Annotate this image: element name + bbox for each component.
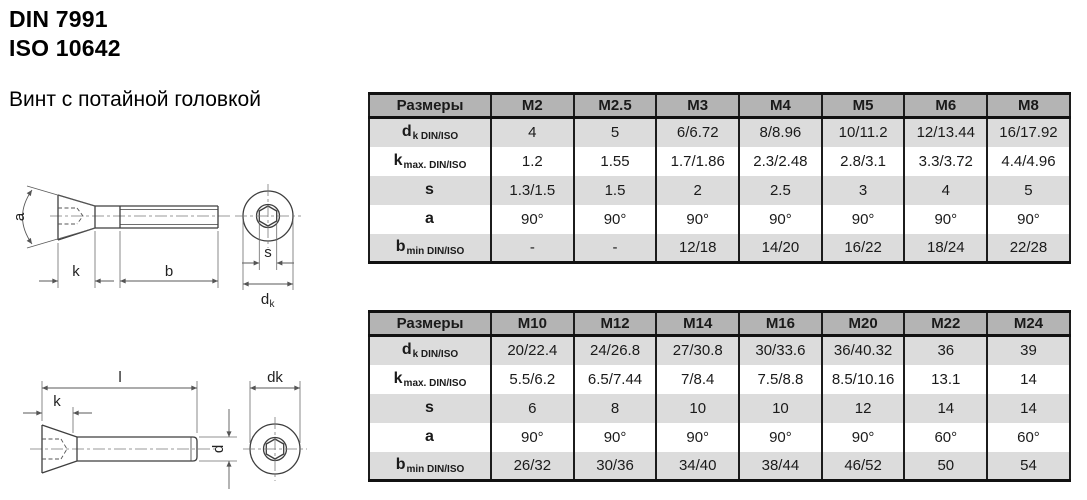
table-cell: 8/8.96 <box>739 118 822 147</box>
table-cell: 36/40.32 <box>822 336 905 365</box>
table-cell: 46/52 <box>822 452 905 481</box>
table-cell: 90° <box>491 423 574 452</box>
column-header: M3 <box>656 94 739 118</box>
standard-din: DIN 7991 <box>9 6 108 32</box>
table-cell: 2.3/2.48 <box>739 147 822 176</box>
dimensions-table-m2-m8 <box>368 92 1071 264</box>
dim-label-k: k <box>72 263 80 280</box>
table-cell: 1.3/1.5 <box>491 176 574 205</box>
table-row-a <box>369 423 1070 452</box>
table-cell: 10/11.2 <box>822 118 905 147</box>
table-row-bmin <box>369 452 1070 481</box>
table-row-kmax <box>369 147 1070 176</box>
table-cell: 6.5/7.44 <box>574 365 657 394</box>
table-row-a <box>369 205 1070 234</box>
angle-leg-top <box>27 186 95 206</box>
table-cell: 1.2 <box>491 147 574 176</box>
row-label: s <box>369 394 491 423</box>
table-cell: 39 <box>987 336 1070 365</box>
table-cell: 20/22.4 <box>491 336 574 365</box>
drawing-screw-length-view <box>5 343 350 500</box>
table-cell: 16/17.92 <box>987 118 1070 147</box>
table-cell: 5.5/6.2 <box>491 365 574 394</box>
dimensions-table-m10-m24 <box>368 310 1071 482</box>
table-cell: 4 <box>904 176 987 205</box>
dim-label-dk-main: d <box>260 291 270 308</box>
column-header: M10 <box>491 312 574 336</box>
table-cell: 38/44 <box>739 452 822 481</box>
table-cell: 27/30.8 <box>656 336 739 365</box>
table-cell: 7.5/8.8 <box>739 365 822 394</box>
row-label: a <box>369 423 491 452</box>
row-label: a <box>369 205 491 234</box>
table-cell: 13.1 <box>904 365 987 394</box>
table-cell: 6/6.72 <box>656 118 739 147</box>
product-name: Винт с потайной головкой <box>9 88 261 111</box>
dim-label-dk: dk <box>267 369 283 386</box>
row-label: $d_{k DIN/ISO}$ <box>369 118 491 147</box>
table-cell: 8 <box>574 394 657 423</box>
table-cell: 14 <box>904 394 987 423</box>
table-cell: 34/40 <box>656 452 739 481</box>
table-cell: 50 <box>904 452 987 481</box>
table-cell: 54 <box>987 452 1070 481</box>
table-cell: 12/13.44 <box>904 118 987 147</box>
dim-label-l: l <box>118 369 122 386</box>
table-cell: 10 <box>739 394 822 423</box>
column-header-sizes: Размеры <box>369 312 491 336</box>
standards-block <box>9 5 121 63</box>
table-row-kmax <box>369 365 1070 394</box>
table-cell: 3 <box>822 176 905 205</box>
table-cell: 90° <box>739 423 822 452</box>
table-cell: 90° <box>574 205 657 234</box>
table-cell: 90° <box>574 423 657 452</box>
table-cell: 90° <box>987 205 1070 234</box>
dim-label-dk-sub: k <box>269 299 275 310</box>
column-header: M4 <box>739 94 822 118</box>
table-cell: 10 <box>656 394 739 423</box>
column-header: M6 <box>904 94 987 118</box>
row-label: $d_{k DIN/ISO}$ <box>369 336 491 365</box>
dim-label-s: s <box>264 244 272 261</box>
table-cell: 60° <box>987 423 1070 452</box>
table-cell: 30/33.6 <box>739 336 822 365</box>
table-cell: 90° <box>904 205 987 234</box>
table-cell: 5 <box>987 176 1070 205</box>
column-header: M2 <box>491 94 574 118</box>
table-cell: 2 <box>656 176 739 205</box>
dim-label-d: d <box>210 444 227 454</box>
column-header: M5 <box>822 94 905 118</box>
table-header-row <box>369 94 1070 118</box>
dim-label-angle-a: a <box>11 212 28 222</box>
table-cell: 22/28 <box>987 234 1070 263</box>
column-header: M14 <box>656 312 739 336</box>
table-cell: 14/20 <box>739 234 822 263</box>
table-cell: 16/22 <box>822 234 905 263</box>
row-label: $k_{max. DIN/ISO}$ <box>369 365 491 394</box>
table-cell: 24/26.8 <box>574 336 657 365</box>
table-cell: 4.4/4.96 <box>987 147 1070 176</box>
table-cell: 12/18 <box>656 234 739 263</box>
drawing-screw-side-view <box>5 148 340 310</box>
row-label: $b_{min DIN/ISO}$ <box>369 234 491 263</box>
row-label: s <box>369 176 491 205</box>
table-cell: 36 <box>904 336 987 365</box>
table-cell: 90° <box>739 205 822 234</box>
table-cell: 5 <box>574 118 657 147</box>
table-cell: 12 <box>822 394 905 423</box>
table-cell: 90° <box>656 205 739 234</box>
table-cell: - <box>491 234 574 263</box>
table-cell: 2.5 <box>739 176 822 205</box>
table-row-bmin <box>369 234 1070 263</box>
table-row-s <box>369 176 1070 205</box>
table-row-s <box>369 394 1070 423</box>
dim-label-k: k <box>53 393 61 410</box>
table-row-dk <box>369 336 1070 365</box>
dim-label-b: b <box>164 263 174 280</box>
row-label: $b_{min DIN/ISO}$ <box>369 452 491 481</box>
column-header: M24 <box>987 312 1070 336</box>
table-cell: - <box>574 234 657 263</box>
table-cell: 8.5/10.16 <box>822 365 905 394</box>
table-cell: 4 <box>491 118 574 147</box>
table-cell: 26/32 <box>491 452 574 481</box>
table-cell: 2.8/3.1 <box>822 147 905 176</box>
table-cell: 14 <box>987 394 1070 423</box>
column-header-sizes: Размеры <box>369 94 491 118</box>
table-cell: 60° <box>904 423 987 452</box>
column-header: M2.5 <box>574 94 657 118</box>
table-cell: 90° <box>656 423 739 452</box>
column-header: M20 <box>822 312 905 336</box>
table-cell: 6 <box>491 394 574 423</box>
standard-iso: ISO 10642 <box>9 35 121 61</box>
table-cell: 7/8.4 <box>656 365 739 394</box>
column-header: M8 <box>987 94 1070 118</box>
angle-leg-bottom <box>27 228 95 248</box>
table-cell: 3.3/3.72 <box>904 147 987 176</box>
table-cell: 1.5 <box>574 176 657 205</box>
table-cell: 14 <box>987 365 1070 394</box>
table-cell: 90° <box>491 205 574 234</box>
table-cell: 1.55 <box>574 147 657 176</box>
table-header-row <box>369 312 1070 336</box>
column-header: M22 <box>904 312 987 336</box>
table-cell: 90° <box>822 423 905 452</box>
table-row-dk <box>369 118 1070 147</box>
column-header: M16 <box>739 312 822 336</box>
table-cell: 1.7/1.86 <box>656 147 739 176</box>
table-cell: 90° <box>822 205 905 234</box>
table-cell: 30/36 <box>574 452 657 481</box>
row-label: $k_{max. DIN/ISO}$ <box>369 147 491 176</box>
column-header: M12 <box>574 312 657 336</box>
table-cell: 18/24 <box>904 234 987 263</box>
